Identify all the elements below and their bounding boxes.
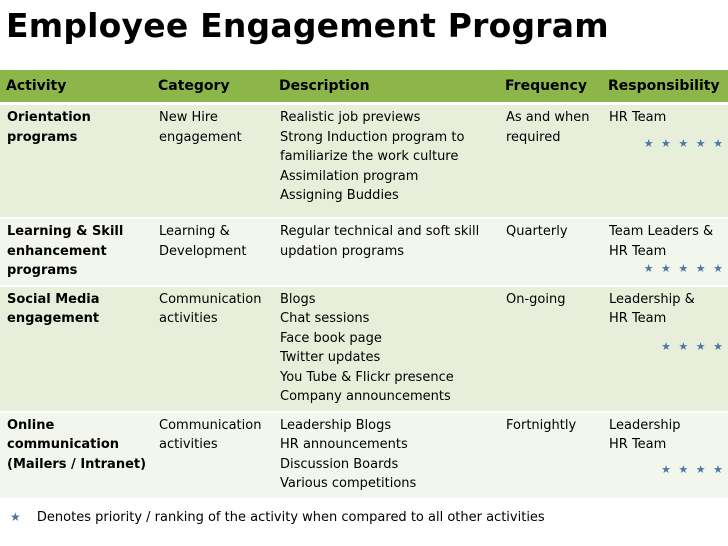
cell-line: programs [7,263,78,278]
cell-line: (Mailers / Intranet) [7,456,147,472]
cell-line: Learning & [159,224,230,239]
table-row [0,104,728,219]
cell-line: Development [159,243,247,259]
cell-line: Company announcements [280,389,451,404]
description-cell [273,412,499,499]
category-cell [152,286,273,412]
cell-line: On-going [506,291,566,307]
cell-line: Orientation [7,110,91,125]
responsibility-cell [602,218,728,286]
page-title: Employee Engagement Program [6,6,609,45]
cell-line: Assigning Buddies [280,188,399,203]
priority-stars-icon: ★ ★ ★ ★ [661,339,725,353]
engagement-table-grid [0,70,728,500]
frequency-cell [499,104,602,219]
category-cell [152,218,273,286]
cell-line: Regular technical and soft skill [280,224,480,239]
cell-line: Team Leaders & [609,224,714,239]
cell-line: HR announcements [280,437,408,452]
cell-line: Learning & Skill [7,224,124,239]
activity-cell [0,412,152,499]
cell-line: Various competitions [280,476,417,491]
cell-line: Discussion Boards [280,456,399,472]
responsibility-cell [602,104,728,219]
engagement-table [0,70,728,500]
table-row [0,412,728,499]
description-cell [273,218,499,286]
cell-line: Leadership & [609,291,695,307]
responsibility-cell [602,286,728,412]
cell-line: Blogs [280,291,316,307]
table-row [0,218,728,286]
legend-text: Denotes priority / ranking of the activity when compared to all other activities [36,510,545,525]
cell-line: HR Team [609,110,667,125]
cell-line: Quarterly [506,224,568,239]
cell-line: activities [159,437,218,452]
cell-line: You Tube & Flickr presence [280,369,454,385]
header-activity: Activity [0,70,152,104]
category-cell [152,104,273,219]
priority-stars-icon: ★ ★ ★ ★ ★ [643,137,725,150]
responsibility-cell [602,412,728,499]
category-cell [152,412,273,499]
header-category: Category [152,70,273,104]
header-responsibility: Responsibility [602,70,728,104]
cell-line: enhancement [7,243,107,259]
cell-line: Fortnightly [506,417,577,433]
header-description: Description [273,70,499,104]
cell-line: Communication [159,417,262,433]
cell-line: Realistic job previews [280,110,421,125]
cell-line: required [506,129,561,145]
frequency-cell [499,412,602,499]
cell-line: Leadership Blogs [280,417,392,433]
cell-line: programs [7,129,78,145]
cell-line: Social Media [7,291,100,307]
cell-line: Assimilation program [280,168,419,184]
cell-line: communication [7,437,120,452]
cell-line: Face book page [280,330,382,346]
priority-stars-icon: ★ ★ ★ ★ ★ [643,262,725,275]
cell-line: Strong Induction program to [280,129,465,145]
frequency-cell [499,218,602,286]
cell-line: New Hire [159,110,218,125]
star-icon: ★ [10,510,21,524]
legend [10,510,545,525]
header-frequency: Frequency [499,70,602,104]
cell-line: Communication [159,291,262,307]
cell-line: engagement [159,129,242,145]
cell-line: HR Team [609,437,667,452]
cell-line: HR Team [609,243,667,259]
cell-line: Leadership [609,417,681,433]
cell-line: As and when [506,110,590,125]
activity-cell [0,286,152,412]
cell-line: engagement [7,311,100,326]
frequency-cell [499,286,602,412]
priority-stars-icon: ★ ★ ★ ★ [661,462,725,476]
cell-line: updation programs [280,243,405,259]
cell-line: Twitter updates [280,350,381,365]
table-row [0,286,728,412]
description-cell [273,286,499,412]
cell-line: familiarize the work culture [280,149,459,164]
description-cell [273,104,499,219]
table-header-row [0,70,728,104]
activity-cell [0,104,152,219]
cell-line: Chat sessions [280,311,370,326]
cell-line: Online [7,417,55,433]
cell-line: HR Team [609,311,667,326]
cell-line: activities [159,311,218,326]
activity-cell [0,218,152,286]
